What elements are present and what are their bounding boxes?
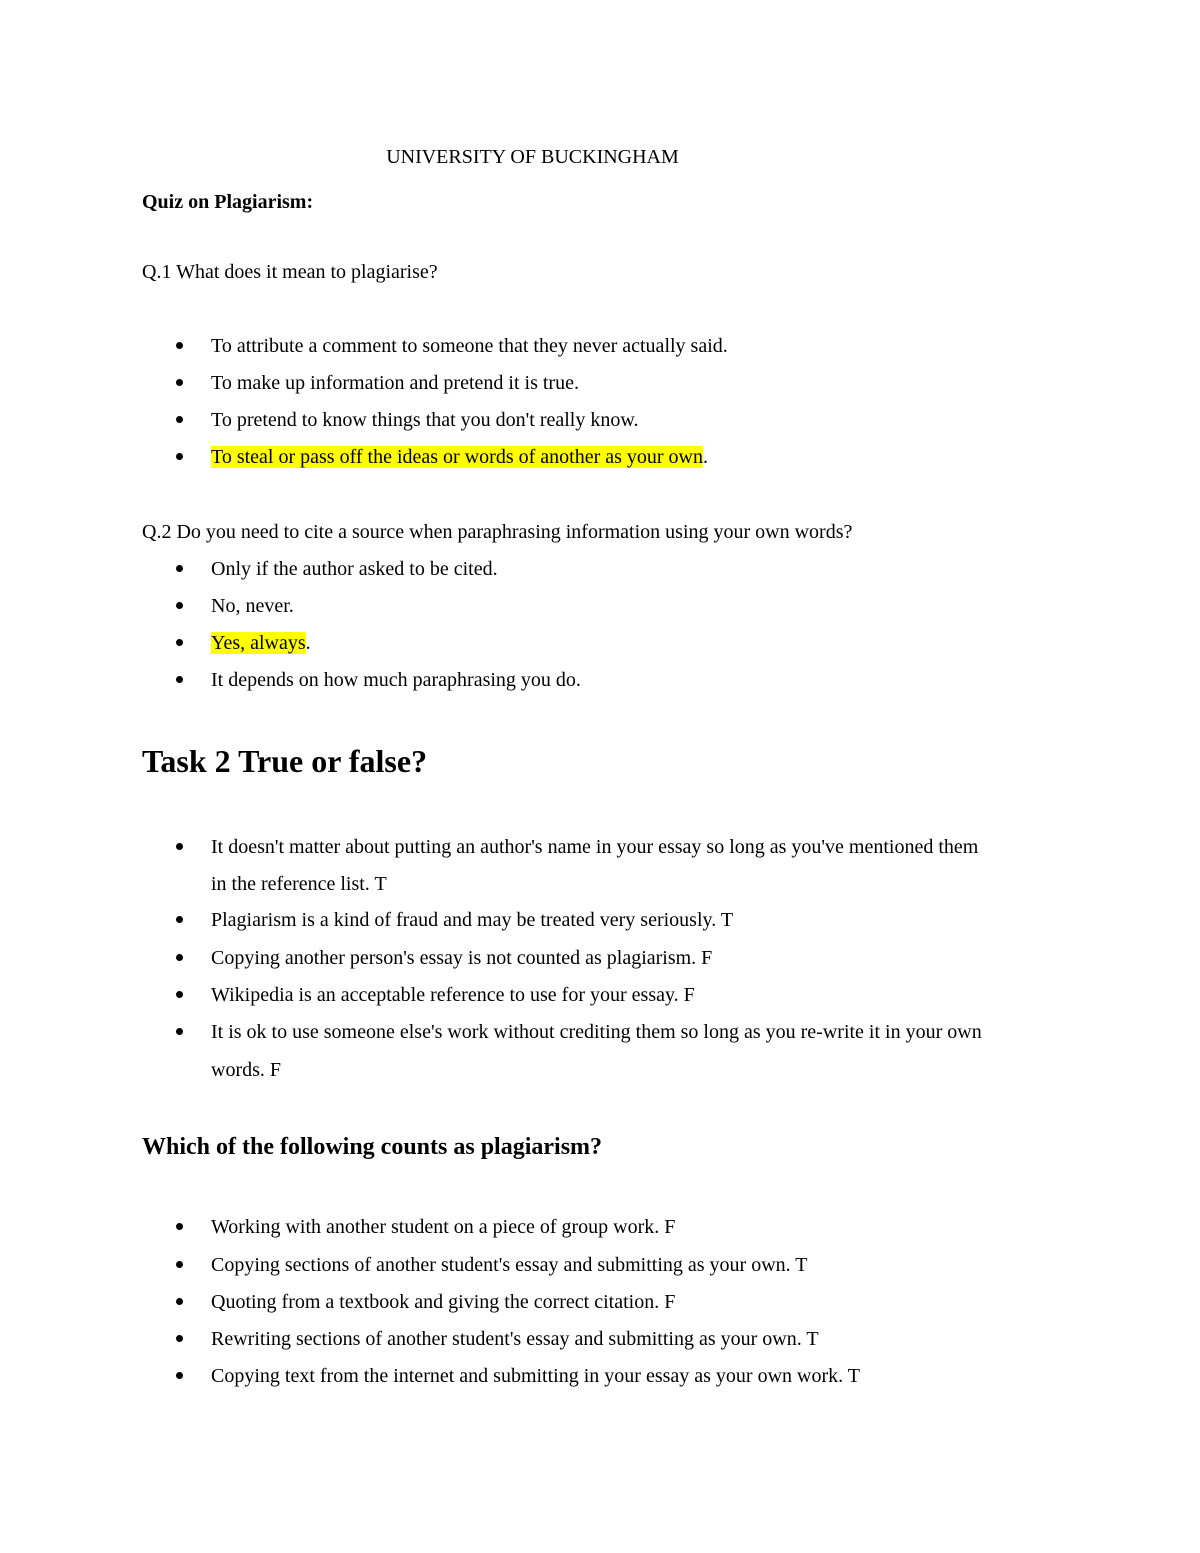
q2-question: Q.2 Do you need to cite a source when paraphrasing information using your own words?: [142, 521, 853, 543]
bullet-icon: [176, 1028, 183, 1035]
task2-item-continuation: in the reference list. T: [211, 873, 387, 895]
q1-question: Q.1 What does it mean to plagiarise?: [142, 261, 438, 283]
highlighted-answer: Yes, always: [211, 632, 306, 654]
bullet-icon: [176, 1372, 183, 1379]
task3-item: Copying sections of another student's essay and submitting as your own. T: [211, 1254, 808, 1276]
q1-option: To attribute a comment to someone that they never actually said.: [211, 335, 728, 357]
q2-answer-option: [211, 631, 311, 655]
bullet-icon: [176, 565, 183, 572]
bullet-icon: [176, 1298, 183, 1305]
q1-answer-option: [211, 445, 708, 469]
task2-item: Copying another person's essay is not counted as plagiarism. F: [211, 947, 713, 969]
answer-period: .: [305, 632, 311, 654]
task2-item-continuation: words. F: [211, 1059, 282, 1081]
task3-heading: Which of the following counts as plagiarism?: [142, 1134, 603, 1160]
bullet-icon: [176, 916, 183, 923]
bullet-icon: [176, 1261, 183, 1268]
quiz-title: Quiz on Plagiarism:: [142, 191, 314, 213]
task3-item: Copying text from the internet and submitting in your essay as your own work. T: [211, 1365, 860, 1387]
bullet-icon: [176, 1335, 183, 1342]
bullet-icon: [176, 991, 183, 998]
q1-option: To pretend to know things that you don't really know.: [211, 409, 639, 431]
highlighted-answer: To steal or pass off the ideas or words of another as your own: [211, 446, 704, 468]
bullet-icon: [176, 602, 183, 609]
task2-item: Wikipedia is an acceptable reference to use for your essay. F: [211, 984, 695, 1006]
bullet-icon: [176, 843, 183, 850]
task3-item: Quoting from a textbook and giving the correct citation. F: [211, 1291, 676, 1313]
q2-option: Only if the author asked to be cited.: [211, 558, 498, 580]
q2-option: It depends on how much paraphrasing you do.: [211, 669, 581, 691]
task3-item: Rewriting sections of another student's essay and submitting as your own. T: [211, 1328, 819, 1350]
task2-heading: Task 2 True or false?: [142, 743, 428, 779]
task2-item: It doesn't matter about putting an author's name in your essay so long as you've mentioned them: [211, 836, 979, 858]
task2-item: It is ok to use someone else's work without crediting them so long as you re-write it in your own: [211, 1021, 982, 1043]
bullet-icon: [176, 639, 183, 646]
bullet-icon: [176, 379, 183, 386]
q1-option: To make up information and pretend it is true.: [211, 372, 579, 394]
answer-period: .: [703, 446, 709, 468]
task3-item: Working with another student on a piece of group work. F: [211, 1216, 676, 1238]
bullet-icon: [176, 1223, 183, 1230]
task2-item: Plagiarism is a kind of fraud and may be treated very seriously. T: [211, 909, 734, 931]
q2-option: No, never.: [211, 595, 294, 617]
bullet-icon: [176, 676, 183, 683]
bullet-icon: [176, 416, 183, 423]
bullet-icon: [176, 954, 183, 961]
university-title: UNIVERSITY OF BUCKINGHAM: [386, 146, 679, 168]
bullet-icon: [176, 342, 183, 349]
bullet-icon: [176, 453, 183, 460]
